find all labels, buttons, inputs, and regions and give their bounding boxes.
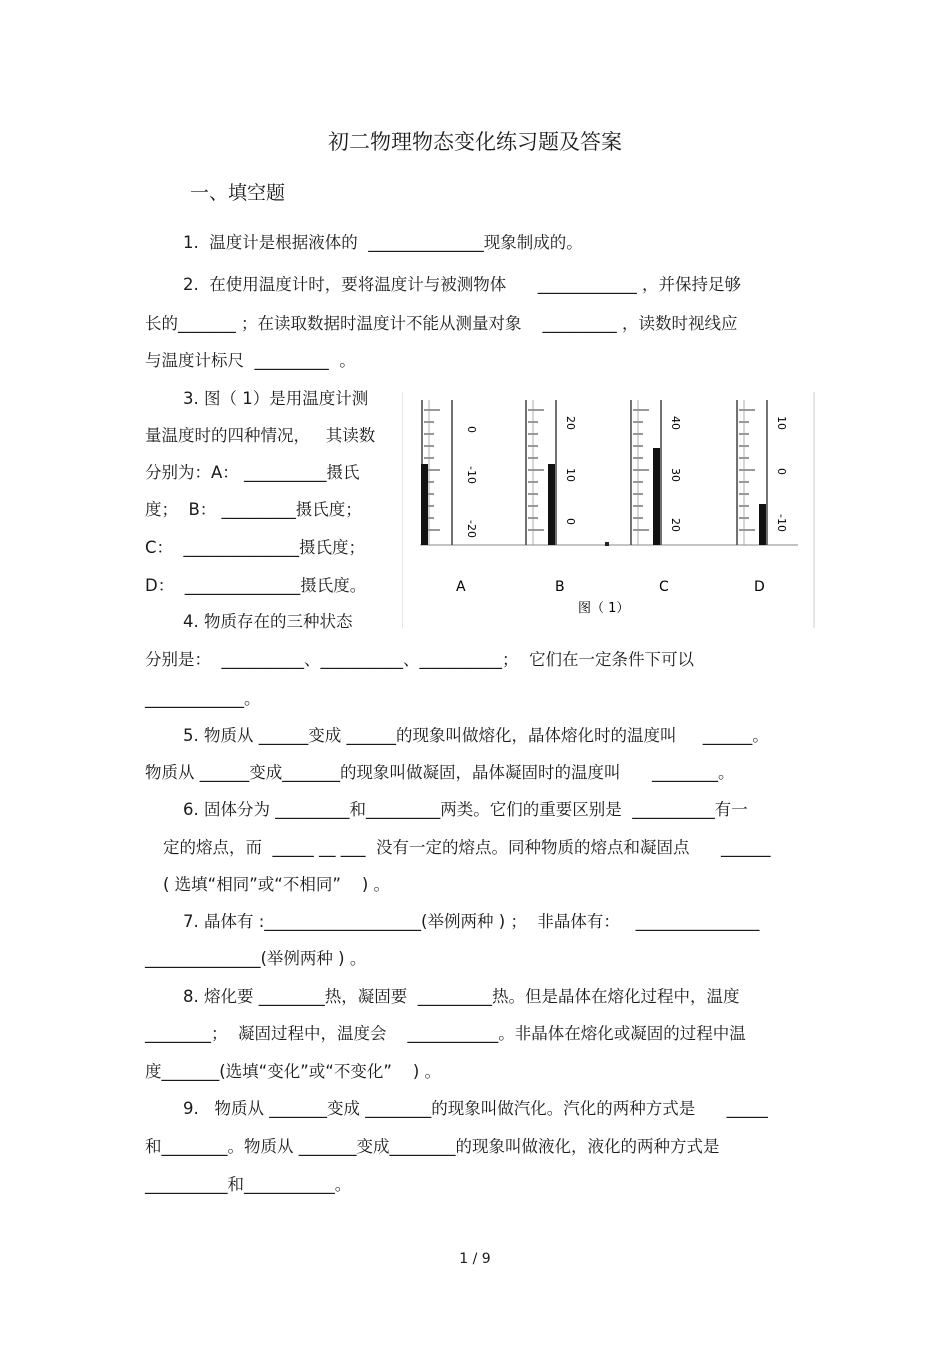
question-9-line-2: 和________。物质从 _______变成________的现象叫做液化，液化的两种方式是 — [145, 1137, 720, 1156]
question-9-line-3: __________和___________。 — [145, 1175, 352, 1194]
question-3-line-4: 度； B： _________摄氏度； — [145, 500, 362, 519]
question-6-line-1: 6. 固体分为 _________和_________两类。它们的重要区别是 __________有一 — [183, 800, 748, 819]
question-4-line-3: ____________。 — [145, 689, 261, 708]
thermometer-a — [421, 400, 478, 545]
thermometer-d-mark-3: -10 — [775, 514, 788, 532]
label-c: C — [659, 579, 669, 595]
thermometer-c — [631, 400, 682, 545]
document-title: 初二物理物态变化练习题及答案 — [328, 130, 622, 154]
question-5-line-2: 物质从 ______变成_______的现象叫做凝固，晶体凝固时的温度叫 ________。 — [145, 763, 735, 782]
question-4-line-1: 4. 物质存在的三种状态 — [183, 612, 353, 631]
thermometer-c-mark-2: 30 — [669, 468, 682, 482]
question-9-line-1: 9. 物质从 _______变成 ________的现象叫做汽化。汽化的两种方式是 _____ — [183, 1099, 768, 1118]
question-6-line-3: ( 选填“相同”或“不相同” ) 。 — [163, 875, 391, 894]
question-5-line-1: 5. 物质从 ______变成 ______的现象叫做熔化，晶体熔化时的温度叫 ______。 — [183, 726, 769, 745]
question-8-line-2: ________； 凝固过程中，温度会 ___________。非晶体在熔化或凝固的过程中温 — [145, 1024, 746, 1043]
thermometer-d-mark-2: 0 — [775, 468, 788, 475]
question-3-line-3: 分别为：A： __________摄氏 — [145, 463, 360, 482]
question-7-line-1: 7. 晶体有 :___________________(举例两种 ) ； 非晶体有： _______________ — [183, 912, 760, 931]
question-3-line-2: 量温度时的四种情况， 其读数 — [145, 426, 376, 445]
thermometer-d-mark-1: 10 — [775, 416, 788, 430]
figure-caption: 图（ 1） — [578, 601, 630, 616]
thermometer-d — [737, 400, 788, 545]
question-2-line-1: 2. 在使用温度计时，要将温度计与被测物体 ____________ ，并保持足够 — [183, 275, 741, 294]
thermometer-a-mark-3: -20 — [465, 520, 478, 538]
page-number: 1 / 9 — [459, 1251, 491, 1267]
question-8-line-3: 度_______(选填“变化”或“不变化” ) 。 — [145, 1062, 442, 1081]
thermometer-c-mark-1: 40 — [669, 416, 682, 430]
thermometer-a-mark-1: 0 — [465, 426, 478, 433]
thermometer-b-mark-1: 20 — [564, 416, 577, 430]
thermometer-figure — [402, 392, 816, 630]
question-3-line-6: D： ______________摄氏度。 — [145, 576, 367, 595]
label-d: D — [754, 579, 765, 595]
thermometer-a-mark-2: -10 — [465, 466, 478, 484]
question-3-line-5: C： ______________摄氏度； — [145, 538, 366, 557]
question-1-line-1: 1. 温度计是根据液体的 ______________现象制成的。 — [183, 233, 583, 252]
label-b: B — [555, 579, 565, 595]
question-2-line-2: 长的_______ ；在读取数据时温度计不能从测量对象 _________ ，读数时视线应 — [145, 314, 738, 333]
label-a: A — [456, 579, 466, 595]
question-4-line-2: 分别是： __________、__________、__________； 它们在一定条件下可以 — [145, 650, 694, 669]
section-heading: 一、填空题 — [190, 182, 286, 204]
question-8-line-1: 8. 熔化要 ________热，凝固要 _________热。但是晶体在熔化过程中，温度 — [183, 987, 740, 1006]
thermometer-b-mark-2: 10 — [564, 468, 577, 482]
thermometer-b — [526, 400, 577, 545]
question-3-line-1: 3. 图（ 1）是用温度计测 — [183, 389, 369, 408]
thermometer-c-mark-3: 20 — [669, 518, 682, 532]
question-6-line-2: 定的熔点，而 _____ __ ___ 没有一定的熔点。同种物质的熔点和凝固点 ______ — [163, 838, 771, 857]
question-2-line-3: 与温度计标尺 _________ 。 — [145, 351, 356, 370]
thermometer-b-mark-3: 0 — [564, 518, 577, 525]
question-7-line-2: ______________(举例两种 ) 。 — [145, 949, 367, 968]
